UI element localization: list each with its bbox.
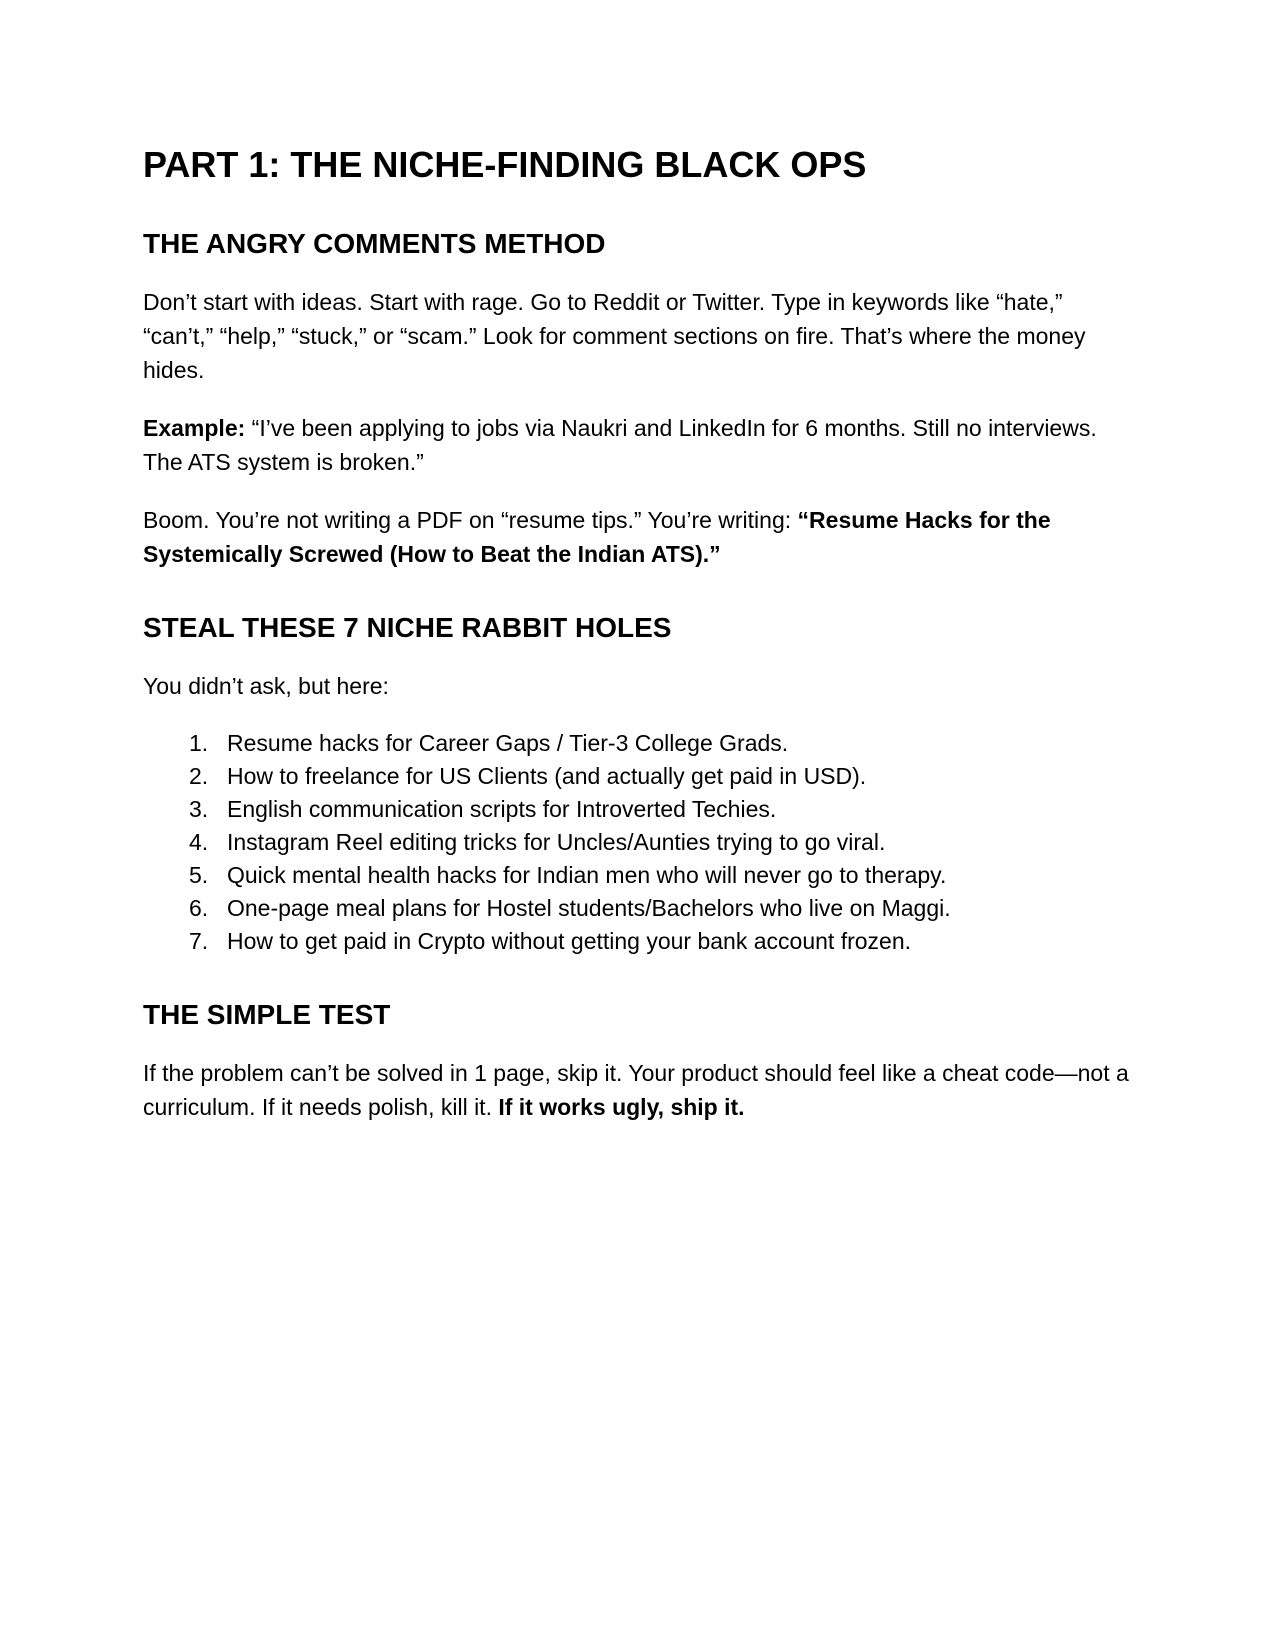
list-item-us-clients: How to freelance for US Clients (and actually get paid in USD). xyxy=(227,763,867,789)
text-run: If the problem can’t be solved in 1 page, skip it. Your product should feel like a cheat code—not a curriculum. If it needs polish, kill it. xyxy=(143,1060,1129,1120)
document-title: PART 1: THE NICHE-FINDING BLACK OPS xyxy=(143,144,867,185)
list-item-mental-health: Quick mental health hacks for Indian men who will never go to therapy. xyxy=(227,862,947,888)
paragraph-simple-test xyxy=(143,1056,1132,1124)
niche-list xyxy=(143,727,1132,958)
list-item-meal-plans: One-page meal plans for Hostel students/Bachelors who live on Maggi. xyxy=(227,895,951,921)
bold-text-run: If it works ugly, ship it. xyxy=(498,1094,745,1120)
paragraph-rage-method xyxy=(143,285,1132,387)
list-item-english-scripts: English communication scripts for Introverted Techies. xyxy=(227,796,777,822)
section-heading-simple-test: THE SIMPLE TEST xyxy=(143,999,391,1030)
section-heading-angry-comments-method: THE ANGRY COMMENTS METHOD xyxy=(143,228,606,259)
bold-text-run: Example: xyxy=(143,415,246,441)
list-item-career-gaps: Resume hacks for Career Gaps / Tier-3 College Grads. xyxy=(227,730,789,756)
paragraph-example-quote xyxy=(143,411,1132,479)
bold-text-run: “Resume Hacks for the Systemically Screwed (How to Beat the Indian ATS).” xyxy=(143,507,1051,567)
list-item-instagram-reels: Instagram Reel editing tricks for Uncles/Aunties trying to go viral. xyxy=(227,829,886,855)
text-run: Don’t start with ideas. Start with rage. Go to Reddit or Twitter. Type in keywords like “hate,” “can’t,” “help,” “stuck,” or “scam.” Look for comment sections on fire. That’s where the money hides. xyxy=(143,289,1086,383)
paragraph-list-intro: You didn’t ask, but here: xyxy=(143,673,389,699)
text-run: Boom. You’re not writing a PDF on “resume tips.” You’re writing: xyxy=(143,507,798,533)
paragraph-boom-resume-hacks xyxy=(143,503,1132,571)
list-item-crypto: How to get paid in Crypto without getting your bank account frozen. xyxy=(227,928,912,954)
text-run: “I’ve been applying to jobs via Naukri and LinkedIn for 6 months. Still no interviews. The ATS system is broken.” xyxy=(143,415,1097,475)
section-heading-niche-rabbit-holes: STEAL THESE 7 NICHE RABBIT HOLES xyxy=(143,612,672,643)
